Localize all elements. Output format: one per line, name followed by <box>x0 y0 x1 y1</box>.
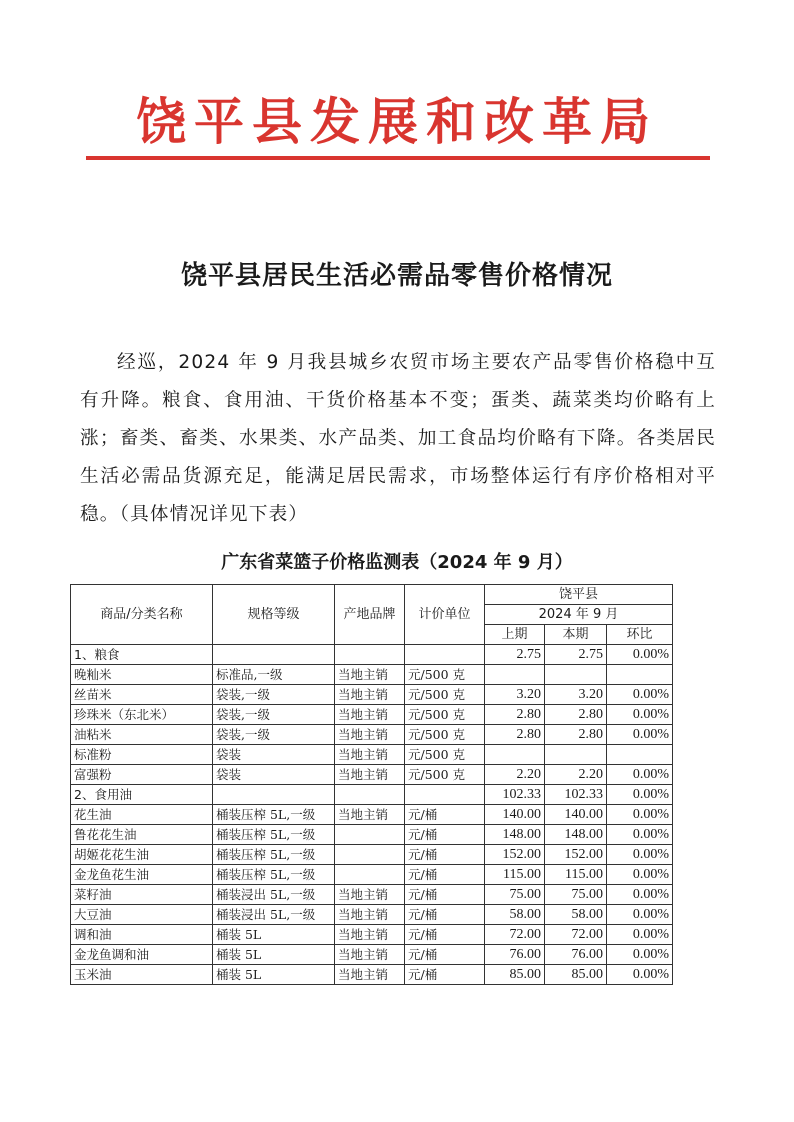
cell-prev: 140.00 <box>485 805 545 825</box>
header-prev: 上期 <box>485 625 545 645</box>
table-row <box>71 745 673 765</box>
cell-prev: 3.20 <box>485 685 545 705</box>
category-row <box>71 785 673 805</box>
cell-name: 丝苗米 <box>71 685 213 705</box>
cell-change <box>607 665 673 685</box>
cell-unit <box>405 645 485 665</box>
header-period: 2024 年 9 月 <box>485 605 673 625</box>
cell-change: 0.00% <box>607 905 673 925</box>
cell-spec: 桶装浸出 5L,一级 <box>213 885 335 905</box>
cell-prev: 85.00 <box>485 965 545 985</box>
cell-origin: 当地主销 <box>335 705 405 725</box>
table-row <box>71 905 673 925</box>
table-row <box>71 945 673 965</box>
cell-name: 2、食用油 <box>71 785 213 805</box>
cell-origin <box>335 825 405 845</box>
cell-prev <box>485 745 545 765</box>
cell-origin <box>335 645 405 665</box>
cell-name: 1、粮食 <box>71 645 213 665</box>
header-change: 环比 <box>607 625 673 645</box>
cell-spec: 桶装压榨 5L,一级 <box>213 845 335 865</box>
cell-name: 菜籽油 <box>71 885 213 905</box>
cell-spec: 桶装浸出 5L,一级 <box>213 905 335 925</box>
cell-change: 0.00% <box>607 945 673 965</box>
price-table-body <box>71 645 673 985</box>
cell-origin <box>335 785 405 805</box>
cell-curr <box>545 665 607 685</box>
cell-name: 金龙鱼花生油 <box>71 865 213 885</box>
cell-spec: 袋装,一级 <box>213 705 335 725</box>
cell-name: 胡姬花花生油 <box>71 845 213 865</box>
category-row <box>71 645 673 665</box>
table-row <box>71 845 673 865</box>
cell-origin: 当地主销 <box>335 745 405 765</box>
cell-change: 0.00% <box>607 685 673 705</box>
cell-prev: 72.00 <box>485 925 545 945</box>
cell-name: 大豆油 <box>71 905 213 925</box>
cell-unit: 元/500 克 <box>405 705 485 725</box>
cell-change: 0.00% <box>607 765 673 785</box>
cell-unit: 元/500 克 <box>405 665 485 685</box>
cell-change <box>607 745 673 765</box>
cell-curr: 115.00 <box>545 865 607 885</box>
cell-spec: 桶装压榨 5L,一级 <box>213 865 335 885</box>
cell-name: 油粘米 <box>71 725 213 745</box>
org-letterhead: 饶平县发展和改革局 <box>136 92 658 151</box>
cell-name: 珍珠米（东北米） <box>71 705 213 725</box>
header-name: 商品/分类名称 <box>71 585 213 645</box>
cell-curr: 2.80 <box>545 725 607 745</box>
cell-origin: 当地主销 <box>335 945 405 965</box>
cell-curr: 2.20 <box>545 765 607 785</box>
document-title: 饶平县居民生活必需品零售价格情况 <box>180 261 613 291</box>
cell-change: 0.00% <box>607 965 673 985</box>
cell-spec <box>213 645 335 665</box>
header-spec: 规格等级 <box>213 585 335 645</box>
table-row <box>71 705 673 725</box>
cell-name: 金龙鱼调和油 <box>71 945 213 965</box>
cell-origin: 当地主销 <box>335 885 405 905</box>
cell-spec: 袋装 <box>213 745 335 765</box>
intro-paragraph: 经巡，2024 年 9 月我县城乡农贸市场主要农产品零售价格稳中互有升降。粮食、食用油、干货价格基本不变；蛋类、蔬菜类均价略有上涨；畜类、畜类、水果类、水产品类、加工食品均价略有下降。各类居民生活必需品货源充足，能满足居民需求，市场整体运行有序价格相对平稳。（具体情况详见下表） <box>80 352 716 525</box>
cell-curr: 3.20 <box>545 685 607 705</box>
table-row <box>71 965 673 985</box>
cell-name: 花生油 <box>71 805 213 825</box>
cell-unit: 元/桶 <box>405 885 485 905</box>
cell-origin: 当地主销 <box>335 925 405 945</box>
cell-prev: 2.80 <box>485 705 545 725</box>
header-region: 饶平县 <box>485 585 673 605</box>
cell-unit: 元/500 克 <box>405 685 485 705</box>
cell-prev: 2.80 <box>485 725 545 745</box>
cell-curr: 75.00 <box>545 885 607 905</box>
cell-origin <box>335 865 405 885</box>
cell-curr: 85.00 <box>545 965 607 985</box>
cell-spec: 桶装 5L <box>213 925 335 945</box>
cell-origin <box>335 845 405 865</box>
cell-unit: 元/桶 <box>405 945 485 965</box>
price-table <box>70 584 673 985</box>
cell-origin: 当地主销 <box>335 905 405 925</box>
cell-origin: 当地主销 <box>335 965 405 985</box>
cell-unit: 元/桶 <box>405 825 485 845</box>
cell-change: 0.00% <box>607 845 673 865</box>
cell-curr: 2.75 <box>545 645 607 665</box>
table-title: 广东省菜篮子价格监测表（2024 年 9 月） <box>221 552 573 573</box>
cell-change: 0.00% <box>607 725 673 745</box>
cell-origin: 当地主销 <box>335 765 405 785</box>
cell-name: 富强粉 <box>71 765 213 785</box>
cell-unit: 元/500 克 <box>405 745 485 765</box>
cell-change: 0.00% <box>607 825 673 845</box>
table-row <box>71 825 673 845</box>
cell-name: 调和油 <box>71 925 213 945</box>
cell-spec: 桶装压榨 5L,一级 <box>213 825 335 845</box>
cell-origin: 当地主销 <box>335 725 405 745</box>
cell-unit: 元/桶 <box>405 965 485 985</box>
header-curr: 本期 <box>545 625 607 645</box>
cell-unit: 元/桶 <box>405 865 485 885</box>
cell-unit: 元/桶 <box>405 905 485 925</box>
cell-prev: 2.20 <box>485 765 545 785</box>
cell-spec <box>213 785 335 805</box>
cell-spec: 桶装 5L <box>213 945 335 965</box>
cell-unit: 元/500 克 <box>405 765 485 785</box>
cell-curr: 148.00 <box>545 825 607 845</box>
header-origin: 产地品牌 <box>335 585 405 645</box>
cell-curr: 58.00 <box>545 905 607 925</box>
cell-prev: 58.00 <box>485 905 545 925</box>
cell-spec: 袋装,一级 <box>213 725 335 745</box>
cell-change: 0.00% <box>607 805 673 825</box>
cell-spec: 桶装 5L <box>213 965 335 985</box>
cell-curr <box>545 745 607 765</box>
cell-unit <box>405 785 485 805</box>
cell-change: 0.00% <box>607 925 673 945</box>
cell-change: 0.00% <box>607 705 673 725</box>
cell-curr: 76.00 <box>545 945 607 965</box>
cell-name: 玉米油 <box>71 965 213 985</box>
cell-curr: 140.00 <box>545 805 607 825</box>
cell-change: 0.00% <box>607 785 673 805</box>
cell-origin: 当地主销 <box>335 665 405 685</box>
cell-spec: 袋装 <box>213 765 335 785</box>
cell-prev: 102.33 <box>485 785 545 805</box>
cell-unit: 元/500 克 <box>405 725 485 745</box>
cell-spec: 桶装压榨 5L,一级 <box>213 805 335 825</box>
table-row <box>71 925 673 945</box>
table-row <box>71 725 673 745</box>
cell-change: 0.00% <box>607 865 673 885</box>
table-row <box>71 685 673 705</box>
table-row <box>71 665 673 685</box>
table-row <box>71 885 673 905</box>
cell-prev: 76.00 <box>485 945 545 965</box>
cell-unit: 元/桶 <box>405 805 485 825</box>
cell-name: 鲁花花生油 <box>71 825 213 845</box>
cell-curr: 152.00 <box>545 845 607 865</box>
table-row <box>71 765 673 785</box>
cell-prev: 75.00 <box>485 885 545 905</box>
header-unit: 计价单位 <box>405 585 485 645</box>
cell-prev <box>485 665 545 685</box>
table-row <box>71 865 673 885</box>
cell-curr: 2.80 <box>545 705 607 725</box>
table-row <box>71 805 673 825</box>
cell-prev: 115.00 <box>485 865 545 885</box>
cell-change: 0.00% <box>607 645 673 665</box>
cell-curr: 72.00 <box>545 925 607 945</box>
cell-spec: 标准品,一级 <box>213 665 335 685</box>
letterhead-divider <box>86 156 710 160</box>
cell-prev: 2.75 <box>485 645 545 665</box>
cell-prev: 148.00 <box>485 825 545 845</box>
cell-name: 晚籼米 <box>71 665 213 685</box>
cell-spec: 袋装,一级 <box>213 685 335 705</box>
cell-change: 0.00% <box>607 885 673 905</box>
cell-origin: 当地主销 <box>335 805 405 825</box>
cell-curr: 102.33 <box>545 785 607 805</box>
cell-unit: 元/桶 <box>405 845 485 865</box>
cell-unit: 元/桶 <box>405 925 485 945</box>
cell-origin: 当地主销 <box>335 685 405 705</box>
cell-prev: 152.00 <box>485 845 545 865</box>
cell-name: 标准粉 <box>71 745 213 765</box>
